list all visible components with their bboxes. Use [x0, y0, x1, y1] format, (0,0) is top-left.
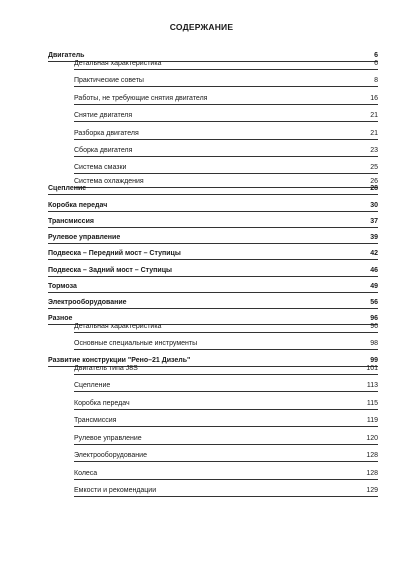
toc-entry-page: 128	[366, 452, 378, 459]
toc-entry	[74, 465, 378, 480]
toc-entry-label: Система смазки	[74, 164, 127, 171]
toc-entry-label: Колеса	[74, 470, 98, 477]
toc-entry-page: 129	[366, 487, 378, 494]
toc-entry-page: 8	[374, 77, 378, 84]
toc-entry-page: 46	[370, 267, 378, 274]
toc-entry-page: 98	[370, 340, 378, 347]
toc-entry	[48, 213, 378, 228]
toc-entry-page: 96	[370, 323, 378, 330]
toc-entry-page: 26	[370, 178, 378, 185]
toc-entry-page: 30	[370, 202, 378, 209]
toc-entry-page: 23	[370, 147, 378, 154]
toc-entry-page: 128	[366, 470, 378, 477]
toc-entry-page: 115	[366, 400, 378, 407]
toc-entry-page: 101	[366, 365, 378, 372]
toc-entry-label: Сборка двигателя	[74, 147, 133, 154]
toc-entry	[48, 262, 378, 277]
toc-entry-page: 120	[366, 435, 378, 442]
toc-entry	[74, 159, 378, 174]
page-title: СОДЕРЖАНИЕ	[169, 22, 234, 32]
toc-entry	[48, 294, 378, 309]
toc-entry-label: Сцепление	[74, 382, 111, 389]
toc-entry	[74, 447, 378, 462]
toc-entry-label: Двигатель	[48, 52, 85, 59]
toc-entry-label: Трансмиссия	[74, 417, 117, 424]
toc-entry	[74, 72, 378, 87]
toc-entry-page: 113	[366, 382, 378, 389]
toc-entry	[48, 278, 378, 293]
toc-entry	[48, 229, 378, 244]
toc-entry-label: Рулевое управление	[48, 234, 121, 241]
toc-entry-label: Разное	[48, 315, 73, 322]
toc-entry-label: Подвеска – Задний мост – Ступицы	[48, 267, 172, 274]
toc-entry	[48, 245, 378, 260]
toc-entry	[74, 55, 378, 70]
toc-entry	[74, 107, 378, 122]
toc-entry-label: Электрооборудование	[48, 299, 127, 306]
toc-entry	[74, 142, 378, 157]
toc-entry-label: Детальная характеристика	[74, 323, 162, 330]
toc-entry-label: Детальная характеристика	[74, 60, 162, 67]
toc-entry	[74, 412, 378, 427]
toc-entry	[74, 395, 378, 410]
toc-entry-page: 25	[370, 164, 378, 171]
toc-entry-page: 21	[370, 112, 378, 119]
toc-entry-page: 119	[366, 417, 378, 424]
toc-entry-page: 16	[370, 95, 378, 102]
toc-entry-label: Система охлаждения	[74, 178, 144, 185]
toc-entry-label: Подвеска – Передний мост – Ступицы	[48, 250, 181, 257]
toc-entry-label: Двигатель типа J8S	[74, 365, 138, 372]
toc-entry-page: 56	[370, 299, 378, 306]
toc-entry-label: Тормоза	[48, 283, 77, 290]
toc-entry	[74, 335, 378, 350]
toc-entry	[74, 430, 378, 445]
toc-entry-page: 21	[370, 130, 378, 137]
toc-entry	[74, 482, 378, 497]
toc-entry-page: 6	[374, 52, 378, 59]
toc-entry	[48, 197, 378, 212]
toc-entry-page: 37	[370, 218, 378, 225]
toc-entry-label: Коробка передач	[74, 400, 130, 407]
toc-entry-label: Сцепление	[48, 185, 87, 192]
toc-entry-label: Разборка двигателя	[74, 130, 139, 137]
toc-entry-label: Рулевое управление	[74, 435, 142, 442]
table-of-contents	[48, 0, 378, 570]
toc-entry-page: 96	[370, 315, 378, 322]
toc-entry	[48, 180, 378, 195]
toc-entry	[74, 90, 378, 105]
toc-entry-page: 39	[370, 234, 378, 241]
toc-entry	[74, 125, 378, 140]
toc-entry-label: Практические советы	[74, 77, 144, 84]
toc-entry	[74, 318, 378, 333]
toc-entry-page: 42	[370, 250, 378, 257]
toc-entry	[74, 377, 378, 392]
toc-entry-label: Электрооборудование	[74, 452, 147, 459]
toc-entry-label: Трансмиссия	[48, 218, 94, 225]
toc-entry	[74, 360, 378, 375]
toc-entry-label: Работы, не требующие снятия двигателя	[74, 95, 208, 102]
toc-entry-label: Основные специальные инструменты	[74, 340, 198, 347]
toc-entry-page: 6	[374, 60, 378, 67]
toc-entry-page: 49	[370, 283, 378, 290]
toc-entry-label: Коробка передач	[48, 202, 108, 209]
toc-entry-label: Развитие конструкции "Рено–21 Дизель"	[48, 357, 191, 364]
toc-entry-page: 28	[370, 185, 378, 192]
toc-entry-label: Емкости и рекомендации	[74, 487, 157, 494]
toc-entry-label: Снятие двигателя	[74, 112, 133, 119]
toc-entry-page: 99	[370, 357, 378, 364]
